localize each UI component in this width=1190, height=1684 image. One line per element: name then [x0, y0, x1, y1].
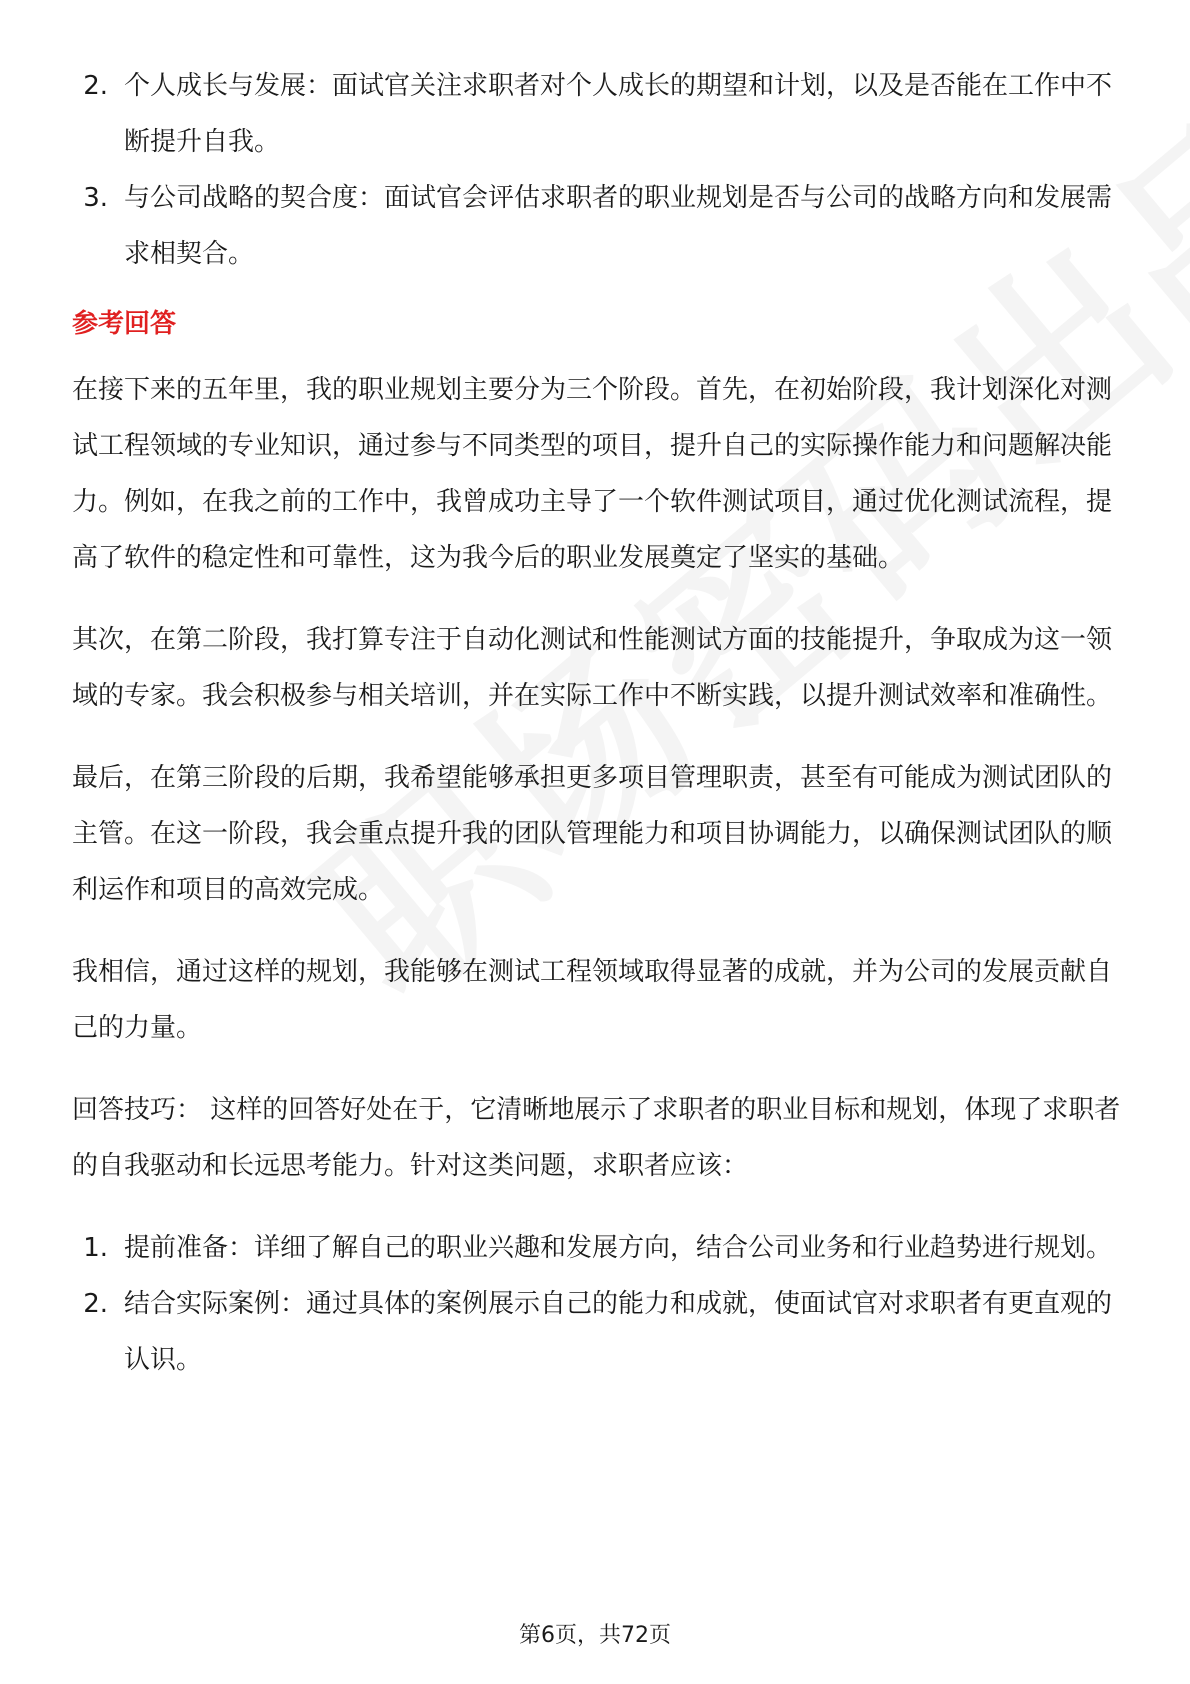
- paragraph: 在接下来的五年里，我的职业规划主要分为三个阶段。首先，在初始阶段，我计划深化对测试工程领域的专业知识，通过参与不同类型的项目，提升自己的实际操作能力和问题解决能力。例如，在我之前的工作中，我曾成功主导了一个软件测试项目，通过优化测试流程，提高了软件的稳定性和可靠性，这为我今后的职业发展奠定了坚实的基础。: [72, 375, 1113, 573]
- paragraph: 最后，在第三阶段的后期，我希望能够承担更多项目管理职责，甚至有可能成为测试团队的主管。在这一阶段，我会重点提升我的团队管理能力和项目协调能力，以确保测试团队的顺利运作和项目的高效完成。: [72, 763, 1113, 905]
- list-text: 提前准备：详细了解自己的职业兴趣和发展方向，结合公司业务和行业趋势进行规划。: [124, 1233, 1113, 1263]
- document-content: [72, 58, 1122, 1388]
- list-text: 个人成长与发展：面试官关注求职者对个人成长的期望和计划，以及是否能在工作中不断提升自我。: [124, 71, 1113, 157]
- list-number: 1.: [83, 1233, 108, 1263]
- list-item: [72, 1220, 1122, 1276]
- list-number: 2.: [83, 71, 108, 101]
- list-item: [72, 58, 1122, 170]
- list-number: 2.: [83, 1289, 108, 1319]
- paragraph: 我相信，通过这样的规划，我能够在测试工程领域取得显著的成就，并为公司的发展贡献自己的力量。: [72, 957, 1113, 1043]
- list-text: 结合实际案例：通过具体的案例展示自己的能力和成就，使面试官对求职者有更直观的认识。: [124, 1289, 1113, 1375]
- section-title: 参考回答: [72, 309, 177, 339]
- paragraph: 其次，在第二阶段，我打算专注于自动化测试和性能测试方面的技能提升，争取成为这一领域的专家。我会积极参与相关培训，并在实际工作中不断实践，以提升测试效率和准确性。: [72, 625, 1113, 711]
- tips-list: [72, 1220, 1122, 1388]
- page-footer: 第6页，共72页: [519, 1623, 671, 1648]
- answer-tips-paragraph: 回答技巧： 这样的回答好处在于，它清晰地展示了求职者的职业目标和规划，体现了求职者的自我驱动和长远思考能力。针对这类问题，求职者应该：: [72, 1095, 1121, 1181]
- list-text: 与公司战略的契合度：面试官会评估求职者的职业规划是否与公司的战略方向和发展需求相契合。: [124, 183, 1113, 269]
- list-item: [72, 1276, 1122, 1388]
- criteria-list: [72, 58, 1122, 282]
- list-number: 3.: [83, 183, 108, 213]
- list-item: [72, 170, 1122, 282]
